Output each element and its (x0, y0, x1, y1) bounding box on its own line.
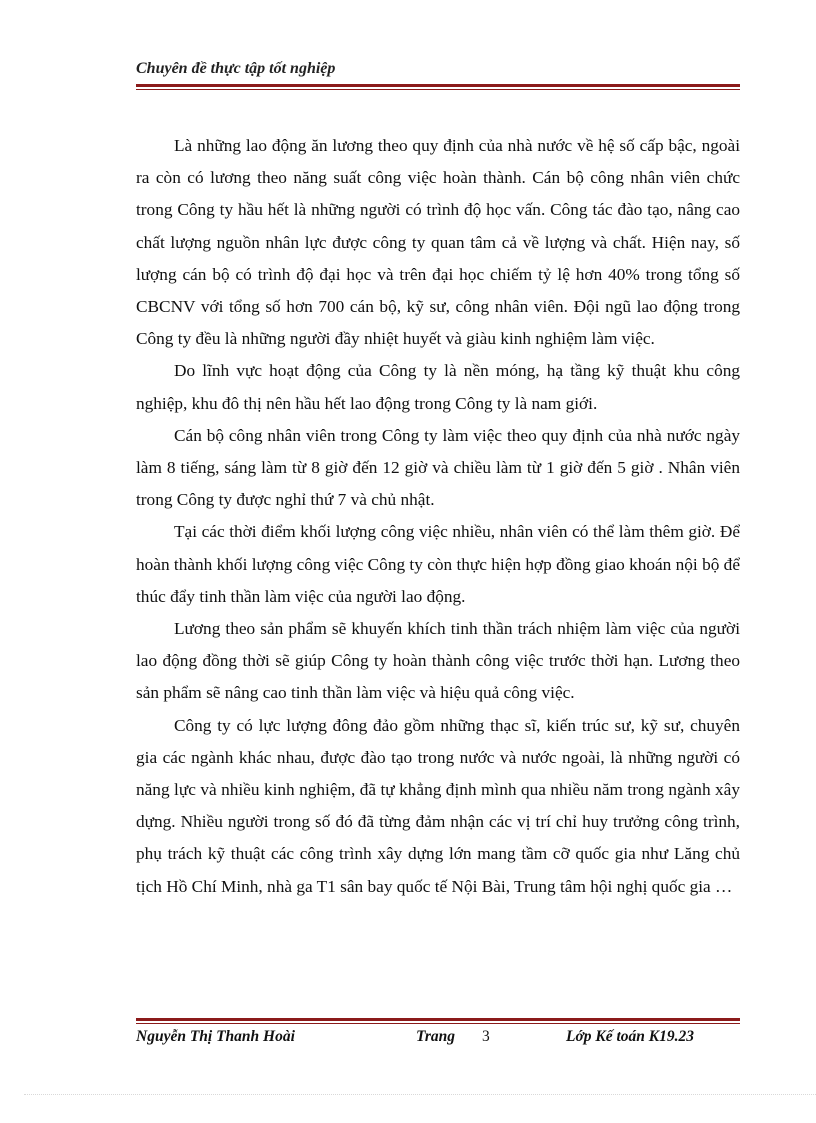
footer-page-number: 3 (482, 1028, 490, 1045)
document-body (136, 130, 740, 903)
page-header-title: Chuyên đề thực tập tốt nghiệp (136, 60, 336, 77)
paragraph-6: Công ty có lực lượng đông đảo gồm những thạc sĩ, kiến trúc sư, kỹ sư, chuyên gia các ngành khác nhau, được đào tạo trong nước và nước ngoài, là những người có năng lực và nhiều kinh nghiệm, đã tự khẳng định mình qua nhiều năm trong ngành xây dựng. Nhiều người trong số đó đã từng đảm nhận các vị trí chỉ huy trưởng công trình, phụ trách kỹ thuật các công trình xây dựng lớn mang tầm cỡ quốc gia như Lăng chủ tịch Hồ Chí Minh, nhà ga T1 sân bay quốc tế Nội Bài, Trung tâm hội nghị quốc gia … (136, 715, 740, 896)
footer-rule-thick (136, 1018, 740, 1021)
paragraph-4: Tại các thời điểm khối lượng công việc nhiều, nhân viên có thể làm thêm giờ. Để hoàn thành khối lượng công việc Công ty còn thực hiện hợp đồng giao khoán nội bộ để thúc đẩy tinh thần làm việc của người lao động. (136, 522, 740, 606)
footer-class-name: Lớp Kế toán K19.23 (566, 1028, 695, 1045)
footer-author: Nguyễn Thị Thanh Hoài (136, 1028, 295, 1045)
header-rule-thin (136, 89, 740, 90)
paragraph-3: Cán bộ công nhân viên trong Công ty làm việc theo quy định của nhà nước ngày làm 8 tiếng, sáng làm từ 8 giờ đến 12 giờ và chiều làm từ 1 giờ đến 5 giờ . Nhân viên trong Công ty được nghỉ thứ 7 và chủ nhật. (136, 425, 740, 510)
paragraph-1: Là những lao động ăn lương theo quy định của nhà nước về hệ số cấp bậc, ngoài ra còn có lương theo năng suất công việc hoàn thành. Cán bộ công nhân viên chức trong Công ty hầu hết là những người có trình độ học vấn. Công tác đào tạo, nâng cao chất lượng nguồn nhân lực được công ty quan tâm cả về lượng và chất. Hiện nay, số lượng cán bộ có trình độ đại học và trên đại học chiếm tỷ lệ hơn 40% trong tổng số CBCNV với tổng số hơn 700 cán bộ, kỹ sư, công nhân viên. Đội ngũ lao động trong Công ty đều là những người đầy nhiệt huyết và giàu kinh nghiệm làm việc. (136, 136, 740, 349)
footer-page-label: Trang (416, 1028, 456, 1045)
paragraph-5: Lương theo sản phẩm sẽ khuyến khích tinh thần trách nhiệm làm việc của người lao động đồng thời sẽ giúp Công ty hoàn thành công việc trước thời hạn. Lương theo sản phẩm sẽ nâng cao tinh thần làm việc và hiệu quả công việc. (136, 619, 740, 703)
header-rule (136, 84, 740, 90)
footer-rule (136, 1018, 740, 1024)
footer-rule-thin (136, 1023, 740, 1024)
page-edge-divider (24, 1094, 816, 1095)
paragraph-2: Do lĩnh vực hoạt động của Công ty là nền móng, hạ tầng kỹ thuật khu công nghiệp, khu đô thị nên hầu hết lao động trong Công ty là nam giới. (136, 361, 740, 413)
header-rule-thick (136, 84, 740, 87)
